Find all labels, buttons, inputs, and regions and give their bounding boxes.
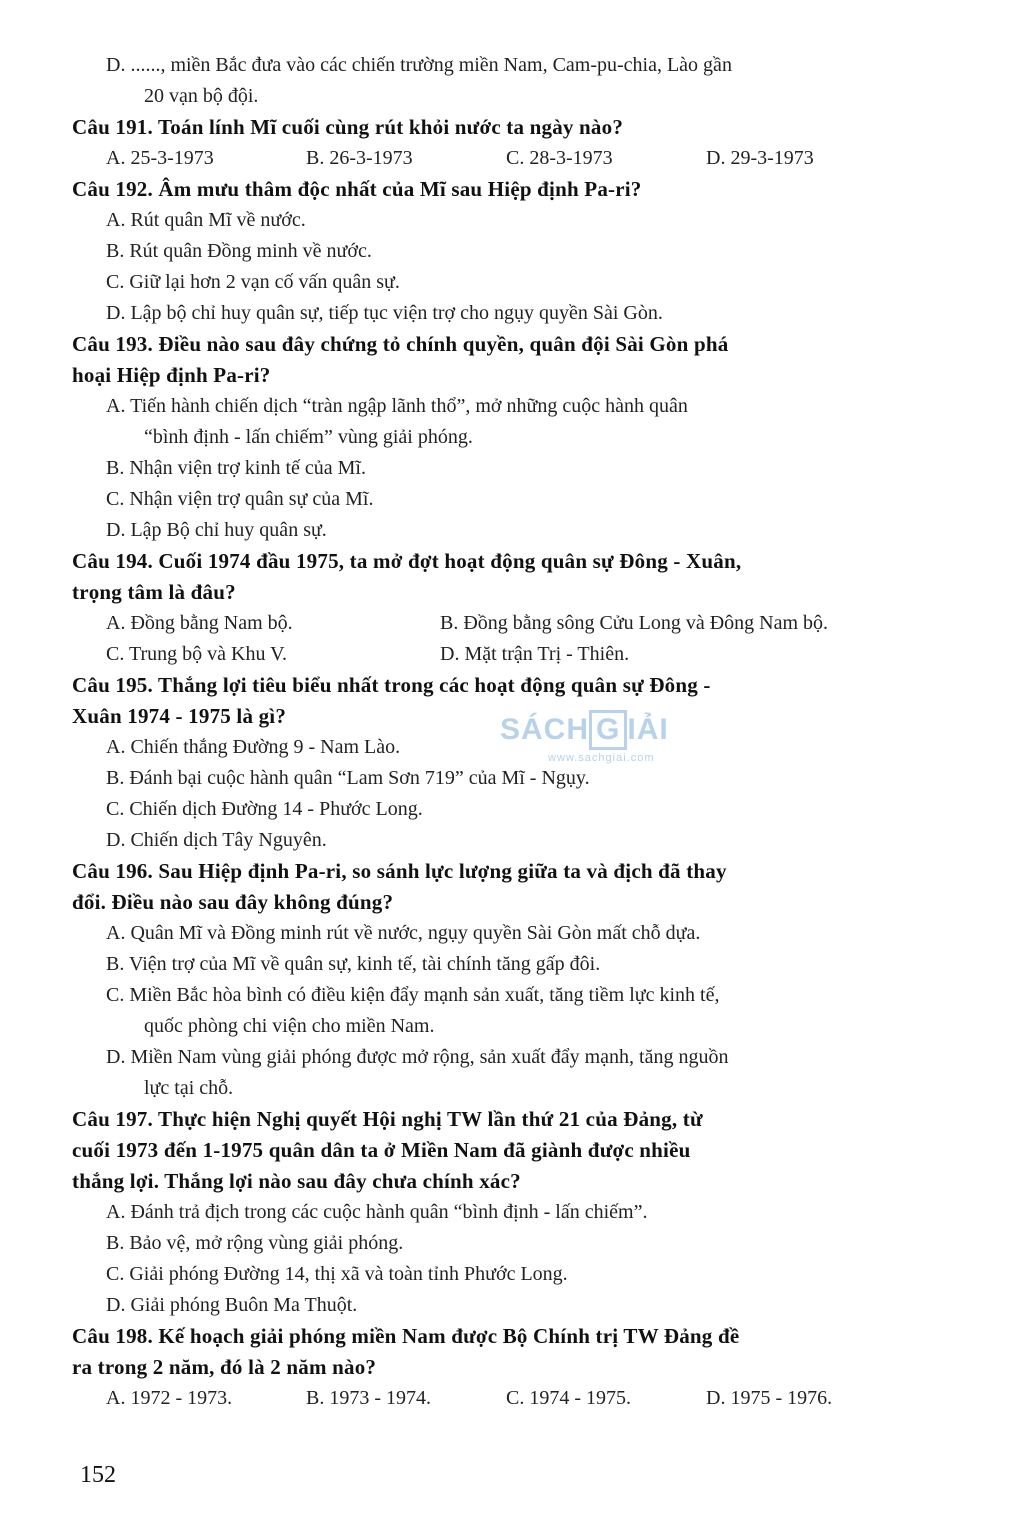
option-a: A. 25-3-1973	[106, 147, 214, 169]
option-a: A. Tiến hành chiến dịch “tràn ngập lãnh thổ”, mở những cuộc hành quân	[106, 395, 688, 417]
option-b: B. Nhận viện trợ kinh tế của Mĩ.	[106, 457, 366, 479]
question-stem-line: trọng tâm là đâu?	[72, 580, 236, 604]
option-b: B. Viện trợ của Mĩ về quân sự, kinh tế, tài chính tăng gấp đôi.	[106, 953, 601, 975]
option-a: A. 1972 - 1973.	[106, 1387, 233, 1409]
question-192	[72, 174, 962, 329]
question-stem-line: cuối 1973 đến 1-1975 quân dân ta ở Miền Nam đã giành được nhiều	[72, 1138, 691, 1162]
option-continuation: 20 vạn bộ đội.	[144, 85, 259, 107]
question-stem-line: Câu 193. Điều nào sau đây chứng tỏ chính quyền, quân đội Sài Gòn phá	[72, 332, 729, 356]
option-a: A. Rút quân Mĩ về nước.	[106, 209, 306, 231]
question-stem-line: Câu 197. Thực hiện Nghị quyết Hội nghị TW lần thứ 21 của Đảng, từ	[72, 1107, 703, 1131]
option-d: D. 29-3-1973	[706, 147, 814, 169]
watermark-left: SÁCH	[500, 713, 590, 746]
option-d: D. 1975 - 1976.	[706, 1387, 833, 1409]
option-b: B. Bảo vệ, mở rộng vùng giải phóng.	[106, 1232, 404, 1254]
question-196	[72, 856, 962, 1104]
option-d: D. Lập Bộ chỉ huy quân sự.	[106, 519, 327, 541]
watermark-logo	[500, 710, 669, 764]
option-b: B. 26-3-1973	[306, 147, 413, 169]
carry-over-option	[72, 50, 962, 112]
question-stem: Câu 191. Toán lính Mĩ cuối cùng rút khỏi nước ta ngày nào?	[72, 115, 624, 139]
question-197	[72, 1104, 962, 1321]
option-b: B. 1973 - 1974.	[306, 1387, 431, 1409]
options-row	[72, 639, 962, 670]
option-c: C. Giải phóng Đường 14, thị xã và toàn tỉnh Phước Long.	[106, 1263, 568, 1285]
options-row	[72, 1383, 962, 1414]
option-a: A. Đánh trả địch trong các cuộc hành quân “bình định - lấn chiếm”.	[106, 1201, 648, 1223]
question-194	[72, 546, 962, 670]
option-a: A. Đồng bằng Nam bộ.	[106, 612, 293, 634]
question-stem-line: Xuân 1974 - 1975 là gì?	[72, 704, 287, 728]
option-a: A. Quân Mĩ và Đồng minh rút về nước, ngụy quyền Sài Gòn mất chỗ dựa.	[106, 922, 701, 944]
option-c: C. Miền Bắc hòa bình có điều kiện đẩy mạnh sản xuất, tăng tiềm lực kinh tế,	[106, 984, 720, 1006]
question-stem-line: thắng lợi. Thắng lợi nào sau đây chưa chính xác?	[72, 1169, 521, 1193]
question-193	[72, 329, 962, 546]
option-line: D. ......, miền Bắc đưa vào các chiến trường miền Nam, Cam-pu-chia, Lào gần	[106, 54, 732, 76]
question-191	[72, 112, 962, 174]
watermark-url: www.sachgiai.com	[548, 752, 655, 764]
option-c: C. Nhận viện trợ quân sự của Mĩ.	[106, 488, 374, 510]
options-row	[72, 608, 962, 639]
option-d: D. Lập bộ chỉ huy quân sự, tiếp tục viện trợ cho ngụy quyền Sài Gòn.	[106, 302, 663, 324]
question-stem-line: Câu 196. Sau Hiệp định Pa-ri, so sánh lực lượng giữa ta và địch đã thay	[72, 859, 727, 883]
page-number: 152	[80, 1462, 116, 1488]
option-d: D. Mặt trận Trị - Thiên.	[440, 643, 630, 665]
option-d: D. Giải phóng Buôn Ma Thuột.	[106, 1294, 358, 1316]
option-a: A. Chiến thắng Đường 9 - Nam Lào.	[106, 736, 401, 758]
option-c: C. 28-3-1973	[506, 147, 613, 169]
question-stem-line: Câu 195. Thắng lợi tiêu biểu nhất trong các hoạt động quân sự Đông -	[72, 673, 711, 697]
option-c: C. Trung bộ và Khu V.	[106, 643, 287, 665]
question-stem-line: Câu 198. Kế hoạch giải phóng miền Nam được Bộ Chính trị TW Đảng đề	[72, 1324, 740, 1348]
watermark-box: G	[589, 710, 627, 750]
option-b: B. Đồng bằng sông Cửu Long và Đông Nam bộ.	[440, 612, 829, 634]
question-stem-line: ra trong 2 năm, đó là 2 năm nào?	[72, 1355, 377, 1379]
option-continuation: quốc phòng chi viện cho miền Nam.	[144, 1015, 435, 1037]
question-stem-line: đổi. Điều nào sau đây không đúng?	[72, 890, 394, 914]
option-b: B. Đánh bại cuộc hành quân “Lam Sơn 719” của Mĩ - Ngụy.	[106, 767, 590, 789]
option-c: C. Giữ lại hơn 2 vạn cố vấn quân sự.	[106, 271, 400, 293]
options-row	[72, 143, 962, 174]
question-stem-line: hoại Hiệp định Pa-ri?	[72, 363, 271, 387]
watermark-right: IẢI	[627, 713, 669, 746]
option-b: B. Rút quân Đồng minh về nước.	[106, 240, 372, 262]
option-c: C. Chiến dịch Đường 14 - Phước Long.	[106, 798, 423, 820]
question-198	[72, 1321, 962, 1414]
option-d: D. Chiến dịch Tây Nguyên.	[106, 829, 327, 851]
option-continuation: lực tại chỗ.	[144, 1077, 234, 1099]
option-d: D. Miền Nam vùng giải phóng được mở rộng, sản xuất đẩy mạnh, tăng nguồn	[106, 1046, 729, 1068]
question-stem-line: Câu 194. Cuối 1974 đầu 1975, ta mở đợt hoạt động quân sự Đông - Xuân,	[72, 549, 742, 573]
question-stem: Câu 192. Âm mưu thâm độc nhất của Mĩ sau Hiệp định Pa-ri?	[72, 177, 642, 201]
option-c: C. 1974 - 1975.	[506, 1387, 631, 1409]
option-continuation: “bình định - lấn chiếm” vùng giải phóng.	[144, 426, 473, 448]
